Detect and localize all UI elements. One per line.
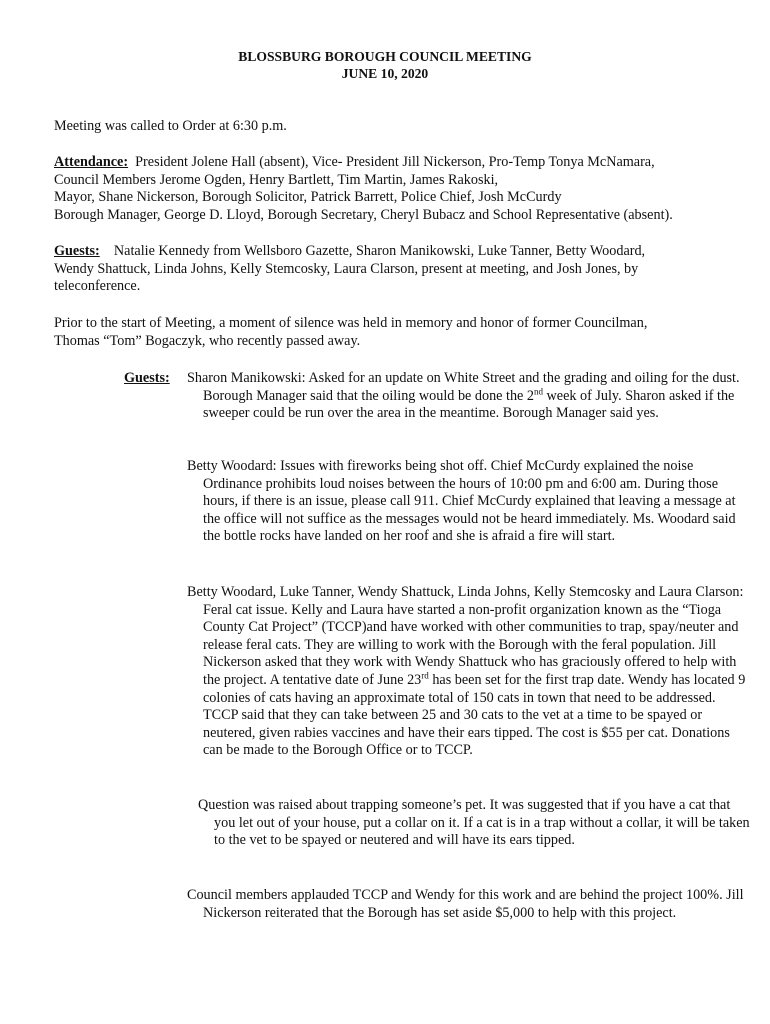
comment-betty-fireworks: Betty Woodard: Issues with fireworks being shot off. Chief McCurdy explained the noise Ordinance prohibits loud noises between the hours of 10:00 pm and 6:00 am. During those hours, if there is an issue, please call 911. Chief McCurdy explained that leaving a message at the office will not suffice as the messages would not be heard immediately. Ms. Woodard said the bottle rocks have landed on her roof and she is afraid a fire will start. [187, 458, 736, 545]
silence-line-1: Prior to the start of Meeting, a moment of silence was held in memory and honor of former Councilman, [54, 315, 648, 331]
meeting-date: JUNE 10, 2020 [341, 66, 429, 81]
moment-of-silence [54, 315, 734, 350]
attendance-section [54, 154, 734, 224]
comment-pet-question: Question was raised about trapping someone’s pet. It was suggested that if you have a cat that you let out of your house, put a collar on it. If a cat is in a trap without a collar, it will be taken to the vet to be spayed or neutered and will have its ears tipped. [198, 797, 750, 849]
guests-label: Guests: [54, 243, 100, 259]
guests-section [54, 243, 734, 296]
comment-council-support: Council members applauded TCCP and Wendy for this work and are behind the project 100%. Jill Nickerson reiterated that the Borough has set aside $5,000 to help with this project. [187, 887, 744, 921]
attendance-label: Attendance: [54, 154, 129, 170]
meeting-title: BLOSSBURG BOROUGH COUNCIL MEETING [238, 49, 532, 64]
comment-feral-cats: Betty Woodard, Luke Tanner, Wendy Shattuck, Linda Johns, Kelly Stemcosky and Laura Clarson: Feral cat issue. Kelly and Laura have started a non-profit organization known as the “Tioga County Cat Project” (TCCP)and have worked with other communities to trap, spay/neuter and release feral cats. They are willing to work with the Borough with the feral population. Jill Nickerson asked that they work with Wendy Shattuck who has graciously offered to help with the project. A tentative date of June 23rd has been set for the first trap date. Wendy has located 9 colonies of cats having an approximate total of 150 cats in town that need to be addressed. TCCP said that they can take between 25 and 30 cats to the vet at a time to be spayed or neutered, given rabies vaccines and have their ears tipped. The cost is $55 per cat. Donations can be made to the Borough Office or to TCCP. [187, 584, 746, 759]
attendance-line-2: Council Members Jerome Ogden, Henry Bartlett, Tim Martin, James Rakoski, [54, 171, 499, 188]
guests-line-2: Wendy Shattuck, Linda Johns, Kelly Stemcosky, Laura Clarson, present at meeting, and Josh Jones, by [54, 260, 639, 277]
attendance-line-4: Borough Manager, George D. Lloyd, Borough Secretary, Cheryl Bubacz and School Representative (absent). [54, 206, 673, 223]
attendance-line-1: Attendance: President Jolene Hall (absent), Vice- President Jill Nickerson, Pro-Temp Tonya McNamara, [54, 154, 655, 170]
guests-line-3: teleconference. [54, 278, 141, 295]
call-to-order: Meeting was called to Order at 6:30 p.m. [54, 118, 287, 134]
guest-comments-label: Guests: [124, 370, 170, 386]
document-header [0, 48, 770, 82]
attendance-line-3: Mayor, Shane Nickerson, Borough Solicitor, Patrick Barrett, Police Chief, Josh McCurdy [54, 189, 562, 206]
comment-sharon: Sharon Manikowski: Asked for an update on White Street and the grading and oiling for the dust. Borough Manager said that the oiling would be done the 2nd week of July. Sharon asked if the sweeper could be run over the area in the meantime. Borough Manager said yes. [187, 370, 740, 422]
silence-line-2: Thomas “Tom” Bogaczyk, who recently passed away. [54, 332, 361, 349]
guests-line-1: Guests: Natalie Kennedy from Wellsboro Gazette, Sharon Manikowski, Luke Tanner, Betty Woodard, [54, 243, 646, 259]
